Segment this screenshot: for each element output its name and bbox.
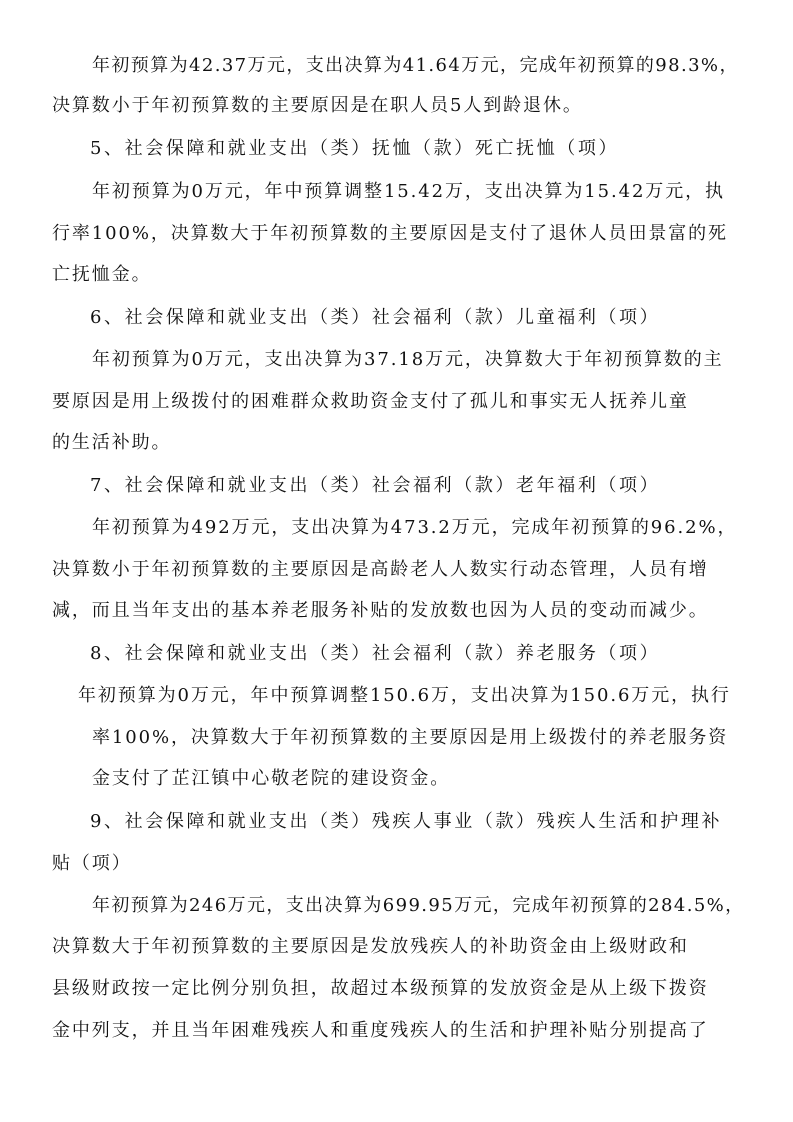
paragraph-line: 决算数大于年初预算数的主要原因是发放残疾人的补助资金由上级财政和 (52, 936, 689, 957)
paragraph-line: 决算数小于年初预算数的主要原因是在职人员5人到龄退休。 (52, 95, 583, 116)
paragraph-line: 年初预算为0万元，年中预算调整15.42万，支出决算为15.42万元，执 (92, 181, 725, 202)
paragraph-line: 县级财政按一定比例分别负担，故超过本级预算的发放资金是从上级下拨资 (52, 978, 709, 999)
section-heading-continuation: 贴（项） (52, 853, 132, 874)
paragraph-line: 行率100%，决算数大于年初预算数的主要原因是支付了退休人员田景富的死 (52, 223, 728, 244)
section-heading: 7、社会保障和就业支出（类）社会福利（款）老年福利（项） (90, 475, 661, 496)
paragraph-line: 金中列支，并且当年困难残疾人和重度残疾人的生活和护理补贴分别提高了 (52, 1020, 709, 1041)
paragraph-line: 亡抚恤金。 (52, 264, 152, 285)
paragraph-line: 年初预算为246万元，支出决算为699.95万元，完成年初预算的284.5%， (92, 895, 745, 916)
paragraph-line: 的生活补助。 (52, 432, 172, 453)
paragraph-line: 金支付了芷江镇中心敬老院的建设资金。 (92, 768, 451, 789)
section-heading: 6、社会保障和就业支出（类）社会福利（款）儿童福利（项） (90, 307, 661, 328)
paragraph-line: 率100%，决算数大于年初预算数的主要原因是用上级拨付的养老服务资 (92, 727, 729, 748)
section-heading: 5、社会保障和就业支出（类）抚恤（款）死亡抚恤（项） (90, 138, 620, 159)
paragraph-line: 决算数小于年初预算数的主要原因是高龄老人人数实行动态管理，人员有增 (52, 559, 709, 580)
section-heading: 9、社会保障和就业支出（类）残疾人事业（款）残疾人生活和护理补 (90, 811, 723, 832)
paragraph-line: 年初预算为0万元，支出决算为37.18万元，决算数大于年初预算数的主 (92, 349, 724, 370)
section-heading: 8、社会保障和就业支出（类）社会福利（款）养老服务（项） (90, 643, 661, 664)
paragraph-line: 要原因是用上级拨付的困难群众救助资金支付了孤儿和事实无人抚养儿童 (52, 391, 689, 412)
paragraph-line: 年初预算为492万元，支出决算为473.2万元，完成年初预算的96.2%， (92, 517, 738, 538)
paragraph-line: 年初预算为42.37万元，支出决算为41.64万元，完成年初预算的98.3%， (92, 55, 739, 76)
paragraph-line: 减，而且当年支出的基本养老服务补贴的发放数也因为人员的变动而减少。 (52, 600, 709, 621)
paragraph-line: 年初预算为0万元，年中预算调整150.6万，支出决算为150.6万元，执行 (78, 685, 731, 706)
